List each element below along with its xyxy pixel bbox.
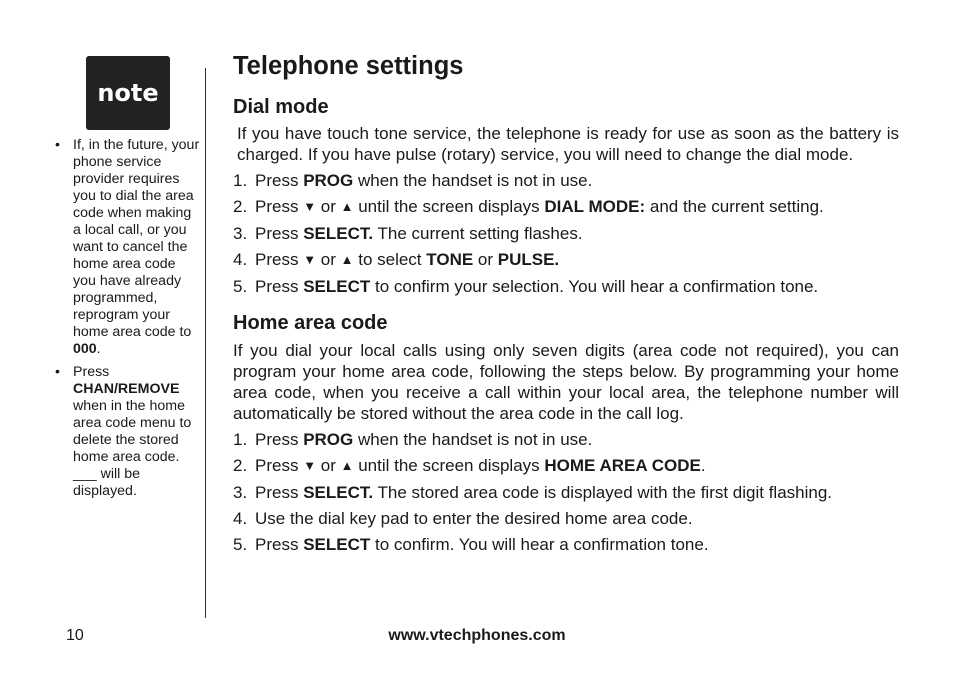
step-item: 4. Use the dial key pad to enter the desired home area code. (233, 509, 693, 528)
step-item: 2. Press ▼ or ▲ until the screen displays HOME AREA CODE. (233, 456, 706, 475)
page-title: Telephone settings (233, 52, 464, 80)
main-content (233, 50, 899, 560)
dial-mode-intro: If you have touch tone service, the telephone is ready for use as soon as the battery is charged. If you have pulse (rotary) service, you will need to change the dial mode. (237, 124, 899, 164)
footer-url: www.vtechphones.com (388, 627, 566, 644)
step-item: 1. Press PROG when the handset is not in use. (233, 430, 593, 449)
note-bullet: • If, in the future, your phone service provider requires you to dial the area code when making a local call, or you want to cancel the home area code you have already programmed, reprogram your home area code to 000. (52, 137, 202, 358)
step-item: 5. Press SELECT to confirm. You will hear a confirmation tone. (233, 535, 709, 554)
step-item: 4. Press ▼ or ▲ to select TONE or PULSE. (233, 250, 560, 269)
step-item: 5. Press SELECT to confirm your selection. You will hear a confirmation tone. (233, 277, 819, 296)
step-item: 1. Press PROG when the handset is not in use. (233, 171, 593, 190)
up-arrow-icon: ▲ (340, 252, 354, 267)
dial-mode-steps (233, 170, 899, 297)
down-arrow-icon: ▼ (303, 199, 317, 214)
sidebar-notes (52, 137, 202, 506)
section-heading-home-area-code: Home area code (233, 312, 388, 334)
note-bullet: • Press CHAN/REMOVE when in the home area code menu to delete the stored home area code. ___ will be displayed. (52, 364, 202, 500)
down-arrow-icon: ▼ (303, 252, 317, 267)
section-heading-dial-mode: Dial mode (233, 96, 329, 118)
note-badge: note (86, 56, 170, 130)
up-arrow-icon: ▲ (340, 199, 354, 214)
step-item: 3. Press SELECT. The current setting flashes. (233, 224, 583, 243)
column-divider (205, 68, 206, 618)
page-number: 10 (66, 627, 84, 644)
home-area-steps (233, 429, 899, 555)
step-item: 2. Press ▼ or ▲ until the screen displays DIAL MODE: and the current setting. (233, 197, 824, 216)
home-area-intro: If you dial your local calls using only seven digits (area code not required), you can program your home area code, following the steps below. By programming your home area code, when you receive a call within your local area, the telephone number will automatically be stored without the area code in the call log. (233, 341, 899, 423)
up-arrow-icon: ▲ (340, 458, 354, 473)
step-item: 3. Press SELECT. The stored area code is displayed with the first digit flashing. (233, 483, 833, 502)
down-arrow-icon: ▼ (303, 458, 317, 473)
